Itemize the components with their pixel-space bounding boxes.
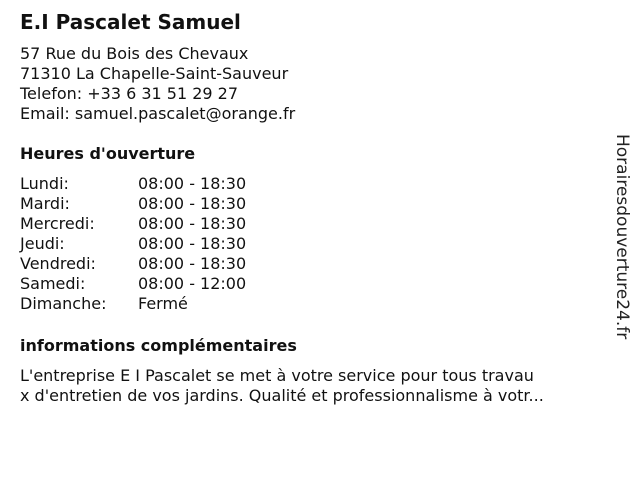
day-label: Vendredi: (20, 254, 96, 273)
hours-row-friday (20, 254, 600, 274)
day-hours: 08:00 - 18:30 (138, 214, 247, 233)
day-hours: Fermé (138, 294, 188, 313)
hours-row-monday (20, 174, 600, 194)
day-hours: 08:00 - 18:30 (138, 254, 247, 273)
site-watermark: Horairesdouverture24.fr (612, 134, 632, 340)
day-label: Samedi: (20, 274, 86, 293)
day-label: Jeudi: (20, 234, 65, 253)
day-label: Mardi: (20, 194, 70, 213)
day-label: Lundi: (20, 174, 69, 193)
day-hours: 08:00 - 18:30 (138, 234, 247, 253)
business-name: E.I Pascalet Samuel (20, 10, 241, 34)
day-hours: 08:00 - 18:30 (138, 174, 247, 193)
hours-row-tuesday (20, 194, 600, 214)
additional-info-title: informations complémentaires (20, 336, 297, 355)
business-card (20, 8, 600, 406)
day-hours: 08:00 - 18:30 (138, 194, 247, 213)
hours-row-thursday (20, 234, 600, 254)
address-city: 71310 La Chapelle-Saint-Sauveur (20, 64, 289, 83)
hours-row-sunday (20, 294, 600, 314)
business-description (20, 366, 600, 406)
opening-hours-title: Heures d'ouverture (20, 144, 196, 163)
email-address: Email: samuel.pascalet@orange.fr (20, 104, 296, 123)
hours-row-wednesday (20, 214, 600, 234)
day-label: Mercredi: (20, 214, 95, 233)
address-street: 57 Rue du Bois des Chevaux (20, 44, 249, 63)
description-line: x d'entretien de vos jardins. Qualité et professionnalisme à votr... (20, 386, 544, 405)
description-line: L'entreprise E I Pascalet se met à votre service pour tous travau (20, 366, 534, 385)
day-hours: 08:00 - 12:00 (138, 274, 247, 293)
opening-hours-table (20, 174, 600, 314)
hours-row-saturday (20, 274, 600, 294)
phone-number: Telefon: +33 6 31 51 29 27 (20, 84, 239, 103)
day-label: Dimanche: (20, 294, 107, 313)
